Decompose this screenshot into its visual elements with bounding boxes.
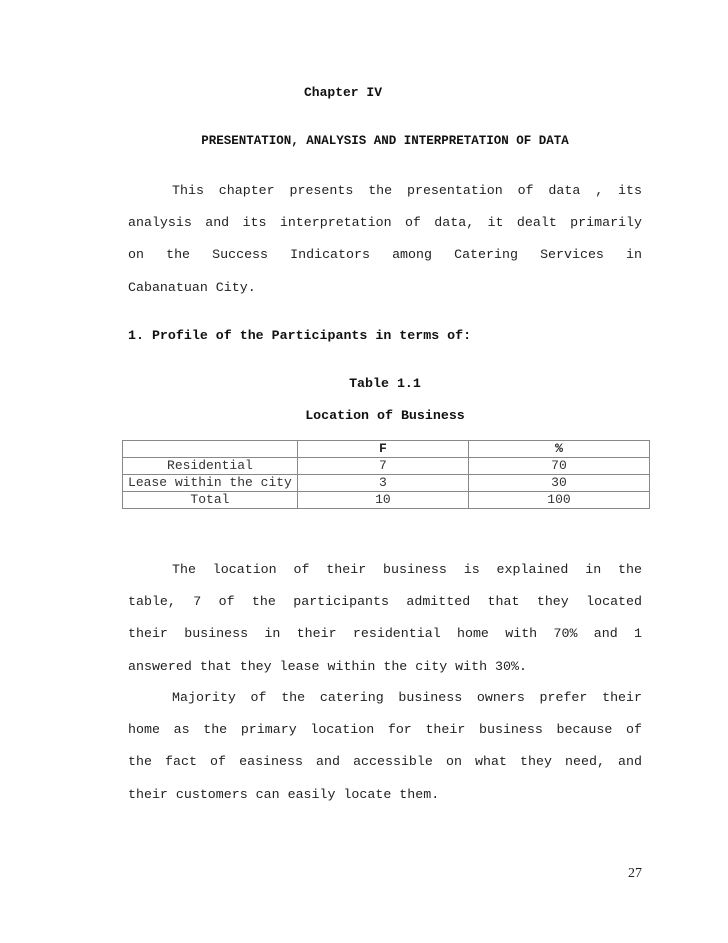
intro-line-1: This chapter presents the presentation of data , its (172, 183, 642, 198)
table-cell: Total (123, 492, 298, 509)
explanation-line-1: The location of their business is explained in the (172, 562, 642, 577)
table-cell: 30 (468, 475, 649, 492)
intro-line-4: Cabanatuan City. (128, 280, 256, 295)
table-row (123, 458, 650, 475)
explanation-line-4: answered that they lease within the city with 30%. (128, 659, 527, 674)
table-header-row (123, 441, 650, 458)
table-cell: 10 (297, 492, 468, 509)
table-header-cell: F (297, 441, 468, 458)
conclusion-line-3: the fact of easiness and accessible on what they need, and (128, 754, 642, 769)
table-cell: 70 (468, 458, 649, 475)
table-header-cell (123, 441, 298, 458)
page-number: 27 (628, 866, 642, 881)
location-table (122, 440, 650, 509)
table-row (123, 475, 650, 492)
table-caption: Location of Business (305, 408, 465, 423)
table-label: Table 1.1 (349, 376, 421, 391)
table-cell: Residential (123, 458, 298, 475)
table-cell: 3 (297, 475, 468, 492)
intro-line-3: on the Success Indicators among Catering Services in (128, 247, 642, 262)
chapter-heading: Chapter IV (303, 85, 382, 100)
conclusion-line-4: their customers can easily locate them. (128, 787, 440, 802)
table-cell: 100 (468, 492, 649, 509)
intro-line-2: analysis and its interpretation of data, it dealt primarily (128, 215, 642, 230)
table-cell: Lease within the city (123, 475, 298, 492)
section-title: PRESENTATION, ANALYSIS AND INTERPRETATION OF DATA (201, 134, 569, 148)
table-cell: 7 (297, 458, 468, 475)
profile-heading: 1. Profile of the Participants in terms of: (128, 328, 472, 343)
conclusion-line-1: Majority of the catering business owners prefer their (172, 690, 642, 705)
explanation-line-2: table, 7 of the participants admitted that they located (128, 594, 642, 609)
table-row (123, 492, 650, 509)
conclusion-line-2: home as the primary location for their business because of (128, 722, 642, 737)
explanation-line-3: their business in their residential home with 70% and 1 (128, 626, 642, 641)
table-header-cell: % (468, 441, 649, 458)
